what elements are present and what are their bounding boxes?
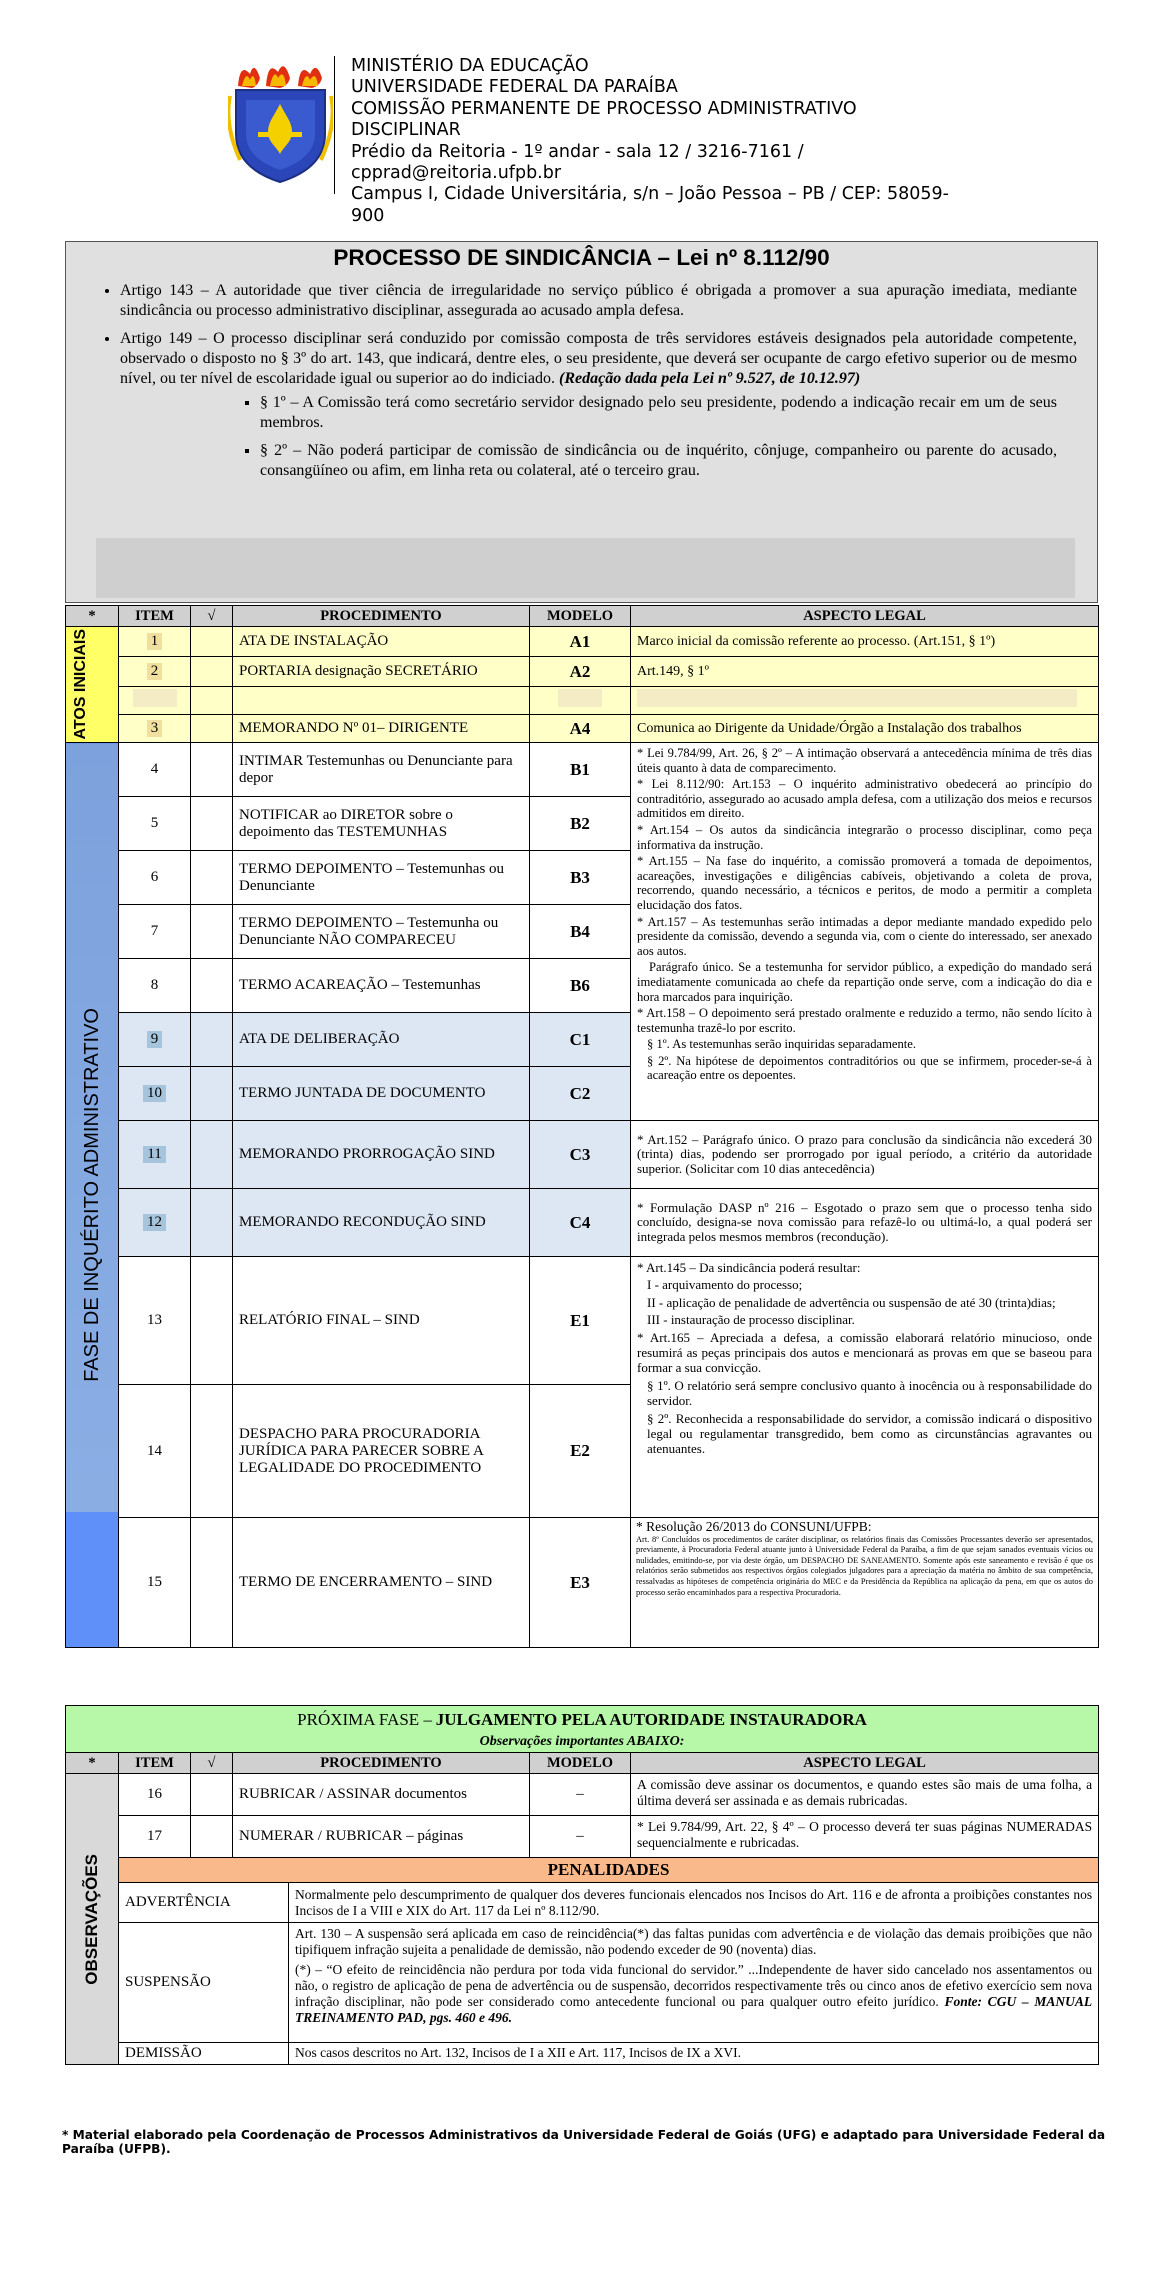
table-row [66,1121,1099,1189]
procedures-table [65,605,1099,1648]
penalty-row [66,1923,1099,2043]
checkbox-cell[interactable] [191,1067,233,1121]
col-star: * [66,606,119,627]
legal-cell-c3: * Art.152 – Parágrafo único. O prazo para conclusão da sindicância não excederá 30 (trinta) dias, podendo ser prorrogado por igual período, a critério da autoridade superior. (Solicitar com 10 dias antecedência) [631,1121,1099,1189]
table-row [66,1257,1099,1385]
paragraph-2: ▪ § 2º – Não poderá participar de comissão de sindicância ou de inquérito, cônjuge, companheiro ou parente do acusado, consangüíneo ou afim, em linha reta ou colateral, até o terceiro grau. [260,441,1057,481]
model-link[interactable]: A1 [530,627,631,657]
item-number: 13 [119,1257,191,1385]
article-149-paragraphs [120,393,1077,481]
document-title: PROCESSO DE SINDICÂNCIA – Lei nº 8.112/90 [333,245,830,270]
procedure-cell: ATA DE DELIBERAÇÃO [233,1013,530,1067]
penalties-title: PENALIDADES [119,1858,1099,1883]
header-line: COMISSÃO PERMANENTE DE PROCESSO ADMINISTRATIVO DISCIPLINAR [351,98,857,141]
header-line: Prédio da Reitoria - 1º andar - sala 12 / 3216-7161 / [351,141,804,162]
table-row [66,743,1099,797]
table-row [66,1518,1099,1648]
article-149-text: Artigo 149 – O processo disciplinar será conduzido por comissão composta de três servidores estáveis designados pela autoridade competente, observado o disposto no § 3º do art. 143, que indicará, dentre eles, o seu presidente, que deverá ser ocupante de cargo efetivo superior ou de mesmo nível, ou ter nível de escolaridade igual ou superior ao do indiciado. [120,330,1077,387]
header-line: MINISTÉRIO DA EDUCAÇÃO [351,56,589,76]
checkbox-cell[interactable] [191,743,233,797]
item-number: 9 [147,1031,163,1048]
legal-cell-e: * Art.145 – Da sindicância poderá resultar: I - arquivamento do processo; II - aplicação de penalidade de advertência ou suspensão de até 30 (trinta)dias; III - instauração de processo disciplinar. * Art.165 – Apreciada a defesa, a comissão elaborará relatório minucioso, onde resumirá as peças principais dos autos e mencionará as provas em que se baseou para formar a sua convicção. § 1º. O relatório será sempre conclusivo quanto à inocência ou à responsabilidade do servidor. § 2º. Reconhecida a responsabilidade do servidor, a comissão indicará o dispositivo legal ou regulamentar transgredido, bem como as circunstâncias agravantes ou atenuantes. [631,1257,1099,1518]
item-number: 7 [119,905,191,959]
procedure-cell: PORTARIA designação SECRETÁRIO [233,657,530,687]
checkbox-cell[interactable] [191,1257,233,1385]
item-number: 12 [143,1214,166,1231]
university-crest-logo [228,56,333,184]
checkbox-cell[interactable] [191,1121,233,1189]
item-number: 15 [119,1518,191,1648]
redacted-block [558,689,602,707]
procedure-cell: TERMO ACAREAÇÃO – Testemunhas [233,959,530,1013]
section-observacoes: OBSERVAÇÕES [66,1774,119,2065]
section-fase-inquerito: FASE DE INQUÉRITO ADMINISTRATIVO [66,743,119,1648]
legal-cell-e3: * Resolução 26/2013 do CONSUNI/UFPB: Art. 8º Concluídos os procedimentos de caráter disciplinar, os relatórios finais das Comissões Processantes deverão ser apresentados, previamente, à Procuradoria Federal atuante junto à Universidade Federal da Paraíba, a fim de que sejam sanados eventuais vícios ou nulidades, emitindo-se, por via deste órgão, um DESPACHO DE SANEAMENTO. Somente após este saneamento e revisão é que os relatórios serão submetidos aos respectivos órgãos colegiados julgadores para a apreciação da matéria no âmbito de sua competência, ressalvadas as hipóteses de competência originária do MEC e da Presidência da República na aplicação da pena, em que os autos do processo serão encaminhados para a respectiva Procuradoria. [631,1518,1099,1648]
redacted-area [96,538,1075,598]
item-number: 17 [119,1816,191,1858]
procedure-cell: INTIMAR Testemunhas ou Denunciante para depor [233,743,530,797]
model-cell: – [530,1774,631,1816]
checkbox-cell[interactable] [191,1518,233,1648]
article-149 [120,329,1077,481]
next-phase-subtitle: Observações importantes ABAIXO: [66,1732,1099,1753]
table-row [66,1189,1099,1257]
footer-note: * Material elaborado pela Coordenação de Processos Administrativos da Universidade Federal de Goiás (UFG) e adaptado para Universidade Federal da Paraíba (UFPB). [62,2128,1106,2156]
procedure-cell: ATA DE INSTALAÇÃO [233,627,530,657]
col-check: √ [191,606,233,627]
table-row [66,657,1099,687]
table-row [66,715,1099,743]
procedure-cell: TERMO DEPOIMENTO – Testemunha ou Denunciante NÃO COMPARECEU [233,905,530,959]
legal-cell-c4: * Formulação DASP nº 216 – Esgotado o prazo sem que o processo tenha sido concluído, designa-se nova comissão para refazê-lo ou ultimá-lo, a qual poderá ser integrada pelos mesmos membros (recondução). [631,1189,1099,1257]
section-atos-iniciais: ATOS INICIAIS [66,627,119,743]
checkbox-cell[interactable] [191,715,233,743]
item-number: 6 [119,851,191,905]
checkbox-cell[interactable] [191,1385,233,1518]
model-link[interactable]: B3 [530,851,631,905]
model-link[interactable]: C1 [530,1013,631,1067]
procedure-cell: MEMORANDO Nº 01– DIRIGENTE [233,715,530,743]
table-row-redacted [66,687,1099,715]
item-number: 4 [119,743,191,797]
redacted-block [637,689,1077,707]
penalty-text: Normalmente pelo descumprimento de qualquer dos deveres funcionais elencados nos Incisos do Art. 116 e de afronta a proibições constantes nos Incisos de I a VIII e XIX do Art. 117 da Lei nº 8.112/90. [289,1883,1099,1923]
header-line: UNIVERSIDADE FEDERAL DA PARAÍBA [351,77,678,98]
item-number: 14 [119,1385,191,1518]
model-link[interactable]: B2 [530,797,631,851]
item-number: 8 [119,959,191,1013]
procedure-cell: TERMO DE ENCERRAMENTO – SIND [233,1518,530,1648]
col-model: MODELO [530,606,631,627]
model-link[interactable]: B1 [530,743,631,797]
checkbox-cell[interactable] [191,1816,233,1858]
intro-panel [65,241,1098,603]
checkbox-cell[interactable] [191,1013,233,1067]
legal-cell: Marco inicial da comissão referente ao processo. (Art.151, § 1º) [631,627,1099,657]
articles-list [66,281,1097,481]
paragraph-1: ▪ § 1º – A Comissão terá como secretário servidor designado pelo seu presidente, podendo a indicação recair em um de seus membros. [260,393,1057,433]
item-number: 1 [147,633,163,650]
item-number: 16 [119,1774,191,1816]
checkbox-cell[interactable] [191,851,233,905]
penalty-text: Nos casos descritos no Art. 132, Incisos de I a XII e Art. 117, Incisos de IX a XVI. [289,2043,1099,2065]
model-link[interactable]: C4 [530,1189,631,1257]
next-phase-label: PRÓXIMA FASE – [297,1710,432,1729]
legal-cell: Comunica ao Dirigente da Unidade/Órgão a Instalação dos trabalhos [631,715,1099,743]
header-email: cpprad@reitoria.ufpb.br [351,163,562,184]
model-link[interactable]: C3 [530,1121,631,1189]
checkbox-cell[interactable] [191,1189,233,1257]
article-143: • Artigo 143 – A autoridade que tiver ciência de irregularidade no serviço público é obrigada a promover a sua apuração imediata, mediante sindicância ou processo administrativo disciplinar, assegurada ao acusado ampla defesa. [120,281,1077,321]
penalty-name: DEMISSÃO [119,2043,289,2065]
procedure-cell: TERMO JUNTADA DE DOCUMENTO [233,1067,530,1121]
item-number: 10 [143,1085,166,1102]
checkbox-cell[interactable] [191,657,233,687]
legal-cell: A comissão deve assinar os documentos, e quando estes são mais de uma folha, a última deverá ser assinada e as demais rubricadas. [631,1774,1099,1816]
penalties-header [66,1858,1099,1883]
checkbox-cell[interactable] [191,959,233,1013]
item-number: 3 [147,720,163,737]
procedure-cell: RELATÓRIO FINAL – SIND [233,1257,530,1385]
checkbox-cell[interactable] [191,1774,233,1816]
legal-cell: * Lei 9.784/99, Art. 22, § 4º – O processo deverá ter suas páginas NUMERADAS sequencialmente e rubricadas. [631,1816,1099,1858]
penalty-row [66,2043,1099,2065]
next-phase-title: JULGAMENTO PELA AUTORIDADE INSTAURADORA [435,1710,867,1729]
procedure-cell: NUMERAR / RUBRICAR – páginas [233,1816,530,1858]
legal-cell-b: * Lei 9.784/99, Art. 26, § 2º – A intimação observará a antecedência mínima de três dias úteis quanto à data de comparecimento. * Lei 8.112/90: Art.153 – O inquérito administrativo obedecerá ao princípio do contraditório, assegurado ao acusado ampla defesa, com a utilização dos meios e recursos admitidos em direito. * Art.154 – Os autos da sindicância integrarão o processo disciplinar, como peça informativa da instrução. * Art.155 – Na fase do inquérito, a comissão promoverá a tomada de depoimentos, acareações, investigações e diligências cabíveis, objetivando a coleta de prova, recorrendo, quando necessário, a técnicos e peritos, de modo a permitir a completa elucidação dos fatos. * Art.157 – As testemunhas serão intimadas a depor mediante mandado expedido pelo presidente da comissão, devendo a segunda via, com o ciente do interessado, ser anexado aos autos. Parágrafo único. Se a testemunha for servidor público, a expedição do mandado será imediatamente comunicada ao chefe da repartição onde serve, com a indicação do dia e hora marcados para inquirição. * Art.158 – O depoimento será prestado oralmente e reduzido a termo, não sendo lícito à testemunha trazê-lo por escrito. § 1º. As testemunhas serão inquiridas separadamente. § 2º. Na hipótese de depoimentos contraditórios ou que se infirmem, proceder-se-á à acareação entre os depoentes. [631,743,1099,1121]
next-phase-table [65,1705,1099,2065]
document-header [230,56,950,226]
procedure-cell: MEMORANDO PRORROGAÇÃO SIND [233,1121,530,1189]
col-legal: ASPECTO LEGAL [631,606,1099,627]
procedure-cell: DESPACHO PARA PROCURADORIA JURÍDICA PARA PARECER SOBRE A LEGALIDADE DO PROCEDIMENTO [233,1385,530,1518]
checkbox-cell[interactable] [191,905,233,959]
header-line: Campus I, Cidade Universitária, s/n – João Pessoa – PB / CEP: 58059-900 [351,184,949,226]
item-number: 2 [147,663,163,680]
col-item: ITEM [119,606,191,627]
model-link[interactable]: E3 [530,1518,631,1648]
table-row [66,1816,1099,1858]
institution-info [334,56,950,226]
penalty-name: ADVERTÊNCIA [119,1883,289,1923]
article-149-note: (Redação dada pela Lei nº 9.527, de 10.12.97) [558,370,861,387]
procedure-cell: TERMO DEPOIMENTO – Testemunhas ou Denunciante [233,851,530,905]
table-header-row [66,606,1099,627]
model-link[interactable]: B6 [530,959,631,1013]
penalty-name: SUSPENSÃO [119,1923,289,2043]
procedure-cell: RUBRICAR / ASSINAR documentos [233,1774,530,1816]
table-header-row: * ITEM √ PROCEDIMENTO MODELO ASPECTO LEGAL [66,1753,1099,1774]
model-link[interactable]: C2 [530,1067,631,1121]
item-number: 5 [119,797,191,851]
procedure-cell [233,687,530,715]
penalty-row [66,1883,1099,1923]
model-link[interactable]: E2 [530,1385,631,1518]
item-number: 11 [143,1146,165,1163]
table-row [66,1774,1099,1816]
checkbox-cell[interactable] [191,797,233,851]
procedure-cell: MEMORANDO RECONDUÇÃO SIND [233,1189,530,1257]
model-link[interactable]: E1 [530,1257,631,1385]
model-link[interactable]: A4 [530,715,631,743]
model-cell: – [530,1816,631,1858]
procedure-cell: NOTIFICAR ao DIRETOR sobre o depoimento das TESTEMUNHAS [233,797,530,851]
redacted-block [133,689,177,707]
checkbox-cell[interactable] [191,627,233,657]
table-row [66,627,1099,657]
checkbox-cell[interactable] [191,687,233,715]
model-link[interactable]: A2 [530,657,631,687]
col-procedure: PROCEDIMENTO [233,606,530,627]
penalty-text: Art. 130 – A suspensão será aplicada em caso de reincidência(*) das faltas punidas com advertência e de violação das demais proibições que não tipifiquem infração sujeita a penalidade de demissão, não podendo exceder de 90 (noventa) dias. (*) – “O efeito de reincidência não perdura por toda vida funcional do servidor.” ...Independente de haver sido cancelado nos assentamentos ou não, o registro de aplicação de pena de advertência ou de suspensão, decorridos respectivamente três ou cinco anos de efetivo exercício sem nova infração disciplinar, não pode ser considerado como antecedente funcional ou para qualquer outro efeito jurídico. Fonte: CGU – MANUAL TREINAMENTO PAD, pgs. 460 e 496. [289,1923,1099,2043]
legal-cell: Art.149, § 1º [631,657,1099,687]
next-phase-banner [66,1706,1099,1733]
model-link[interactable]: B4 [530,905,631,959]
